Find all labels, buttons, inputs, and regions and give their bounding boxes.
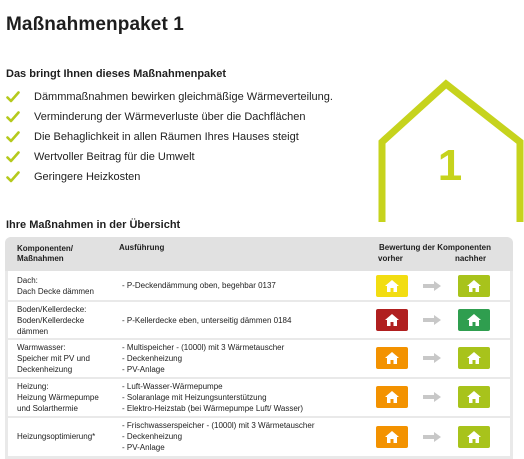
house-rating-icon: [466, 279, 482, 293]
house-rating-icon: [384, 279, 400, 293]
house-rating-icon: [466, 351, 482, 365]
execution-cell: [122, 315, 372, 326]
house-number-icon: [378, 62, 524, 222]
execution-line: - P-Kellerdecke eben, unterseitig dämmen 0184: [122, 316, 292, 325]
rating-after-badge: [458, 309, 490, 331]
arrow-right-icon: [422, 391, 442, 403]
component-title: Heizung:: [17, 382, 49, 391]
execution-cell: [122, 342, 372, 375]
column-header-rating: Bewertung der Komponenten: [379, 243, 492, 252]
rating-before-badge: [376, 347, 408, 369]
execution-line: - PV-Anlage: [122, 443, 165, 452]
house-rating-icon: [384, 430, 400, 444]
execution-line: - Frischwasserspeicher - (1000l) mit 3 Wärmetauscher: [122, 421, 315, 430]
component-detail: Deckenheizung: [17, 365, 73, 374]
benefit-item: [6, 87, 333, 107]
arrow-right-icon: [422, 280, 442, 292]
component-detail: und Solarthermie: [17, 404, 78, 413]
execution-line: - P-Deckendämmung oben, begehbar 0137: [122, 281, 276, 290]
component-cell: [17, 275, 117, 297]
check-icon: [6, 110, 20, 124]
execution-line: - Solaranlage mit Heizungsunterstützung: [122, 393, 267, 402]
measures-heading: Ihre Maßnahmen in der Übersicht: [6, 219, 181, 231]
table-row: [8, 340, 510, 377]
table-row: [8, 379, 510, 416]
execution-line: - Multispeicher - (1000l) mit 3 Wärmetauscher: [122, 343, 285, 352]
benefit-item: [6, 167, 333, 187]
benefits-list: [6, 87, 333, 187]
execution-cell: [122, 280, 372, 291]
component-cell: [17, 304, 117, 337]
rating-after-badge: [458, 275, 490, 297]
execution-line: - PV-Anlage: [122, 365, 165, 374]
house-rating-icon: [466, 313, 482, 327]
house-rating-icon: [384, 351, 400, 365]
execution-line: - Elektro-Heizstab (bei Wärmepumpe Luft/ Wasser): [122, 404, 304, 413]
check-icon: [6, 150, 20, 164]
benefit-text: Die Behaglichkeit in allen Räumen Ihres Hauses steigt: [34, 131, 299, 143]
benefit-text: Verminderung der Wärmeverluste über die Dachflächen: [34, 111, 306, 123]
rating-after-badge: [458, 386, 490, 408]
execution-line: - Deckenheizung: [122, 354, 183, 363]
component-title: Warmwasser:: [17, 343, 66, 352]
house-number: 1: [437, 141, 463, 190]
column-header-execution: Ausführung: [119, 243, 165, 252]
house-rating-icon: [466, 430, 482, 444]
benefits-heading: Das bringt Ihnen dieses Maßnahmenpaket: [6, 68, 227, 80]
rating-before-badge: [376, 275, 408, 297]
execution-cell: [122, 420, 372, 453]
execution-cell: [122, 381, 372, 414]
column-header-after: nachher: [455, 254, 487, 263]
check-icon: [6, 130, 20, 144]
benefit-item: [6, 107, 333, 127]
benefit-text: Geringere Heizkosten: [34, 171, 141, 183]
component-detail: Boden/Kellerdecke: [17, 316, 85, 325]
arrow-right-icon: [422, 431, 442, 443]
page-title: Maßnahmenpaket 1: [6, 14, 184, 35]
rating-before-badge: [376, 426, 408, 448]
measures-table: [5, 237, 513, 459]
table-row: [8, 302, 510, 338]
component-detail: dämmen: [17, 327, 49, 336]
execution-line: - Deckenheizung: [122, 432, 183, 441]
component-cell: [17, 431, 117, 442]
component-title: Heizungsoptimierung*: [17, 432, 96, 441]
table-header: [5, 237, 513, 271]
check-icon: [6, 90, 20, 104]
house-rating-icon: [466, 390, 482, 404]
house-rating-icon: [384, 313, 400, 327]
component-detail: Heizung Wärmepumpe: [17, 393, 99, 402]
component-detail: Speicher mit PV und: [17, 354, 90, 363]
arrow-right-icon: [422, 314, 442, 326]
component-title: Boden/Kellerdecke:: [17, 305, 87, 314]
column-header-before: vorher: [378, 254, 403, 263]
arrow-right-icon: [422, 352, 442, 364]
rating-before-badge: [376, 309, 408, 331]
column-header-components: Komponenten/ Maßnahmen: [17, 244, 73, 263]
table-row: [8, 271, 510, 300]
rating-after-badge: [458, 426, 490, 448]
component-title: Dach:: [17, 276, 38, 285]
benefit-item: [6, 147, 333, 167]
component-cell: [17, 381, 117, 414]
benefit-item: [6, 127, 333, 147]
check-icon: [6, 170, 20, 184]
benefit-text: Wertvoller Beitrag für die Umwelt: [34, 151, 195, 163]
benefit-text: Dämmmaßnahmen bewirken gleichmäßige Wärmeverteilung.: [34, 91, 333, 103]
component-detail: Dach Decke dämmen: [17, 287, 94, 296]
table-row: [8, 418, 510, 456]
house-rating-icon: [384, 390, 400, 404]
rating-after-badge: [458, 347, 490, 369]
component-cell: [17, 342, 117, 375]
rating-before-badge: [376, 386, 408, 408]
execution-line: - Luft-Wasser-Wärmepumpe: [122, 382, 223, 391]
